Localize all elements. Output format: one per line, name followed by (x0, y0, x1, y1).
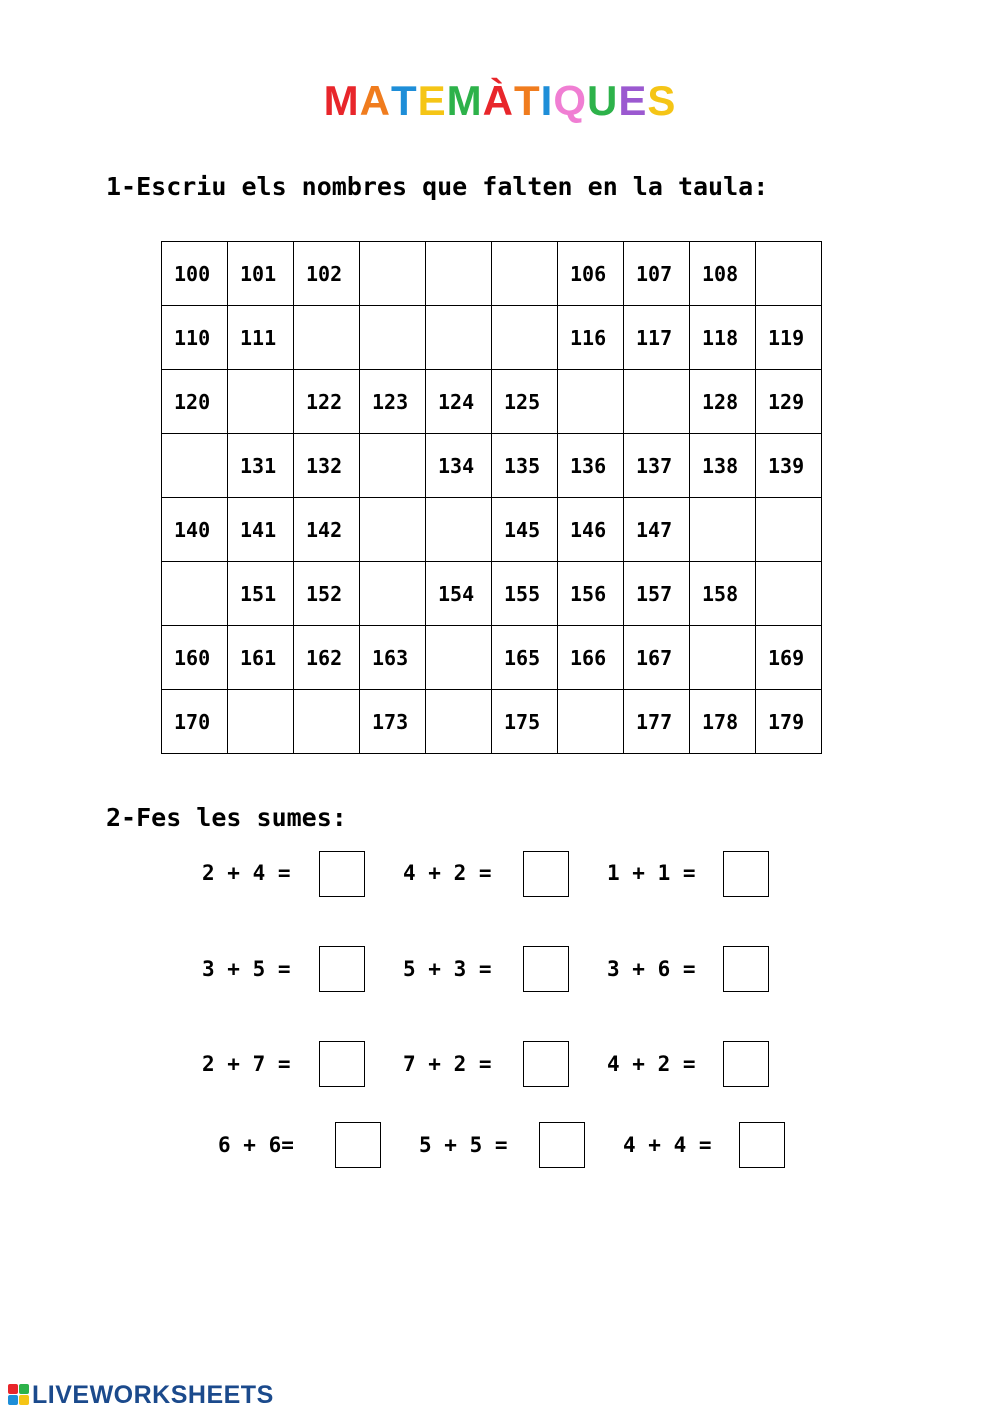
sum-answer-box[interactable] (523, 851, 569, 897)
sum-answer-box[interactable] (319, 851, 365, 897)
missing-number-cell[interactable] (162, 562, 228, 626)
missing-number-cell[interactable] (426, 690, 492, 754)
sum-expression: 3 + 6 = (607, 957, 696, 981)
sum-answer-box[interactable] (319, 1041, 365, 1087)
table-row (162, 690, 822, 754)
number-cell: 131 (228, 434, 294, 498)
title-letter: I (540, 77, 554, 124)
sum-expression: 7 + 2 = (403, 1052, 492, 1076)
sum-expression: 4 + 2 = (607, 1052, 696, 1076)
logo-square (8, 1384, 18, 1394)
missing-number-cell[interactable] (756, 498, 822, 562)
title-letter: E (618, 77, 648, 124)
missing-number-cell[interactable] (558, 370, 624, 434)
missing-number-cell[interactable] (360, 562, 426, 626)
title-letter: À (482, 77, 514, 124)
sum-answer-box[interactable] (723, 851, 769, 897)
footer-brand-text: LIVEWORKSHEETS (32, 1380, 274, 1409)
sum-answer-box[interactable] (523, 946, 569, 992)
title-letter: M (323, 77, 360, 124)
number-cell: 146 (558, 498, 624, 562)
missing-number-cell[interactable] (294, 690, 360, 754)
number-cell: 101 (228, 242, 294, 306)
table-row (162, 242, 822, 306)
sum-answer-box[interactable] (539, 1122, 585, 1168)
missing-number-cell[interactable] (492, 242, 558, 306)
number-cell: 175 (492, 690, 558, 754)
missing-number-cell[interactable] (228, 370, 294, 434)
number-cell: 178 (690, 690, 756, 754)
liveworksheets-logo (8, 1381, 274, 1409)
missing-number-cell[interactable] (360, 242, 426, 306)
title-letter: Q (553, 77, 587, 124)
number-cell: 123 (360, 370, 426, 434)
number-cell: 158 (690, 562, 756, 626)
table-row (162, 370, 822, 434)
table-row (162, 434, 822, 498)
number-cell: 152 (294, 562, 360, 626)
number-cell: 167 (624, 626, 690, 690)
worksheet-title (0, 78, 1000, 124)
number-cell: 128 (690, 370, 756, 434)
number-cell: 154 (426, 562, 492, 626)
number-cell: 156 (558, 562, 624, 626)
number-cell: 161 (228, 626, 294, 690)
sum-expression: 3 + 5 = (202, 957, 291, 981)
missing-number-cell[interactable] (690, 498, 756, 562)
title-letter: T (390, 77, 418, 124)
number-cell: 163 (360, 626, 426, 690)
number-cell: 145 (492, 498, 558, 562)
sum-answer-box[interactable] (523, 1041, 569, 1087)
sum-expression: 2 + 7 = (202, 1052, 291, 1076)
missing-number-cell[interactable] (690, 626, 756, 690)
title-letter: M (446, 77, 483, 124)
number-cell: 136 (558, 434, 624, 498)
sum-answer-box[interactable] (723, 946, 769, 992)
logo-square (19, 1384, 29, 1394)
sum-expression: 2 + 4 = (202, 861, 291, 885)
number-cell: 173 (360, 690, 426, 754)
number-cell: 169 (756, 626, 822, 690)
missing-number-cell[interactable] (360, 498, 426, 562)
title-letter: E (417, 77, 447, 124)
missing-number-cell[interactable] (558, 690, 624, 754)
number-cell: 119 (756, 306, 822, 370)
sum-answer-box[interactable] (723, 1041, 769, 1087)
table-row (162, 626, 822, 690)
number-cell: 147 (624, 498, 690, 562)
number-cell: 160 (162, 626, 228, 690)
liveworksheets-logo-icon (8, 1384, 30, 1406)
missing-number-cell[interactable] (426, 498, 492, 562)
sum-expression: 1 + 1 = (607, 861, 696, 885)
sum-expression: 5 + 3 = (403, 957, 492, 981)
number-cell: 138 (690, 434, 756, 498)
sum-expression: 5 + 5 = (419, 1133, 508, 1157)
number-cell: 108 (690, 242, 756, 306)
number-cell: 151 (228, 562, 294, 626)
number-cell: 139 (756, 434, 822, 498)
number-cell: 134 (426, 434, 492, 498)
number-cell: 120 (162, 370, 228, 434)
title-letter: U (586, 77, 619, 124)
number-cell: 111 (228, 306, 294, 370)
number-cell: 124 (426, 370, 492, 434)
missing-number-cell[interactable] (162, 434, 228, 498)
missing-number-cell[interactable] (756, 242, 822, 306)
exercise-1-heading: 1-Escriu els nombres que falten en la taula: (106, 172, 769, 201)
number-cell: 125 (492, 370, 558, 434)
number-cell: 122 (294, 370, 360, 434)
missing-number-cell[interactable] (756, 562, 822, 626)
sum-expression: 4 + 4 = (623, 1133, 712, 1157)
sum-expression: 4 + 2 = (403, 861, 492, 885)
missing-number-cell[interactable] (426, 242, 492, 306)
missing-number-cell[interactable] (492, 306, 558, 370)
title-letter: A (359, 77, 391, 124)
exercise-2-heading: 2-Fes les sumes: (106, 803, 347, 832)
number-cell: 177 (624, 690, 690, 754)
number-cell: 170 (162, 690, 228, 754)
missing-number-cell[interactable] (228, 690, 294, 754)
sum-answer-box[interactable] (319, 946, 365, 992)
number-cell: 157 (624, 562, 690, 626)
missing-number-cell[interactable] (426, 306, 492, 370)
number-cell: 135 (492, 434, 558, 498)
number-cell: 162 (294, 626, 360, 690)
number-cell: 137 (624, 434, 690, 498)
number-cell: 100 (162, 242, 228, 306)
number-cell: 110 (162, 306, 228, 370)
number-cell: 107 (624, 242, 690, 306)
missing-number-cell[interactable] (426, 626, 492, 690)
number-cell: 179 (756, 690, 822, 754)
number-cell: 129 (756, 370, 822, 434)
missing-number-cell[interactable] (294, 306, 360, 370)
number-cell: 166 (558, 626, 624, 690)
number-cell: 117 (624, 306, 690, 370)
logo-square (19, 1395, 29, 1405)
number-cell: 140 (162, 498, 228, 562)
missing-number-cell[interactable] (360, 306, 426, 370)
sum-answer-box[interactable] (739, 1122, 785, 1168)
number-cell: 106 (558, 242, 624, 306)
missing-number-cell[interactable] (624, 370, 690, 434)
table-row (162, 306, 822, 370)
title-letter: S (647, 77, 677, 124)
logo-square (8, 1395, 18, 1405)
number-cell: 142 (294, 498, 360, 562)
number-cell: 116 (558, 306, 624, 370)
number-cell: 118 (690, 306, 756, 370)
table-row (162, 562, 822, 626)
number-cell: 155 (492, 562, 558, 626)
number-cell: 141 (228, 498, 294, 562)
hundreds-number-table (161, 241, 822, 754)
number-cell: 165 (492, 626, 558, 690)
sum-answer-box[interactable] (335, 1122, 381, 1168)
title-letter: T (513, 77, 541, 124)
table-row (162, 498, 822, 562)
sum-expression: 6 + 6= (218, 1133, 294, 1157)
number-cell: 102 (294, 242, 360, 306)
missing-number-cell[interactable] (360, 434, 426, 498)
number-cell: 132 (294, 434, 360, 498)
